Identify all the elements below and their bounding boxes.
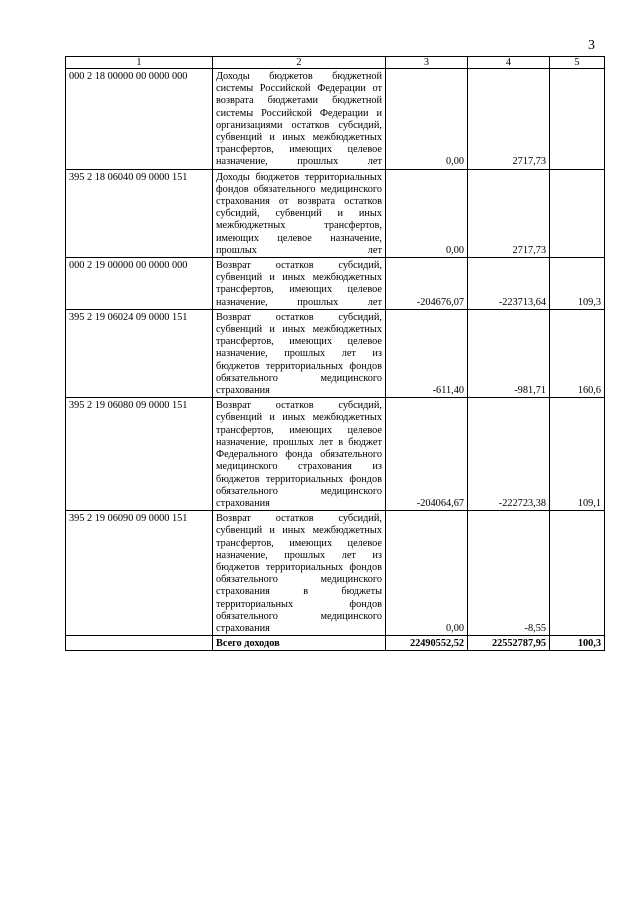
percent-cell: 109,1 <box>550 398 605 511</box>
header-cell-5: 5 <box>550 57 605 69</box>
actual-value-cell: -981,71 <box>468 309 550 397</box>
budget-code-cell: 395 2 19 06024 09 0000 151 <box>66 309 213 397</box>
total-percent: 100,3 <box>550 636 605 651</box>
total-label: Всего доходов <box>213 636 386 651</box>
budget-code-cell: 000 2 18 00000 00 0000 000 <box>66 69 213 170</box>
revenue-name-cell: Доходы бюджетов территориальных фондов обязательного медицинского страхования от возврата остатков субсидий, субвенций и иных межбюджетных трансфертов, имеющих целевое назначение, прошлых лет <box>213 169 386 257</box>
total-actual-value: 22552787,95 <box>468 636 550 651</box>
budget-code-cell: 395 2 19 06090 09 0000 151 <box>66 511 213 636</box>
table-row <box>66 69 605 170</box>
plan-value-cell: 0,00 <box>386 511 468 636</box>
revenue-name-cell: Возврат остатков субсидий, субвенций и иных межбюджетных трансфертов, имеющих целевое назначение, прошлых лет из бюджетов территориальных фондов обязательного медицинского страхования <box>213 309 386 397</box>
revenue-name-cell: Возврат остатков субсидий, субвенций и иных межбюджетных трансфертов, имеющих целевое назначение, прошлых лет в бюджет Федерального фонда обязательного медицинского страхования из бюджетов территориальных фондов обязательного медицинского страхования <box>213 398 386 511</box>
header-cell-1: 1 <box>66 57 213 69</box>
table-row <box>66 258 605 310</box>
total-code-cell <box>66 636 213 651</box>
revenue-name-cell: Доходы бюджетов бюджетной системы Российской Федерации от возврата бюджетами бюджетной системы Российской Федерации и организациями остатков субсидий, субвенций и иных межбюджетных трансфертов, имеющих целевое назначение, прошлых лет <box>213 69 386 170</box>
plan-value-cell: 0,00 <box>386 69 468 170</box>
header-cell-2: 2 <box>213 57 386 69</box>
actual-value-cell: -8,55 <box>468 511 550 636</box>
table-row <box>66 511 605 636</box>
plan-value-cell: -204676,07 <box>386 258 468 310</box>
actual-value-cell: -222723,38 <box>468 398 550 511</box>
budget-code-cell: 395 2 19 06080 09 0000 151 <box>66 398 213 511</box>
percent-cell <box>550 169 605 257</box>
total-row <box>66 636 605 651</box>
revenue-name-cell: Возврат остатков субсидий, субвенций и иных межбюджетных трансфертов, имеющих целевое назначение, прошлых лет из бюджетов территориальных фондов обязательного медицинского страхования в бюджеты территориальных фондов обязательного медицинского страхования <box>213 511 386 636</box>
percent-cell: 109,3 <box>550 258 605 310</box>
actual-value-cell: -223713,64 <box>468 258 550 310</box>
revenue-name-cell: Возврат остатков субсидий, субвенций и иных межбюджетных трансфертов, имеющих целевое назначение, прошлых лет <box>213 258 386 310</box>
page-number: 3 <box>588 38 595 53</box>
revenue-table <box>65 56 605 651</box>
plan-value-cell: 0,00 <box>386 169 468 257</box>
table-row <box>66 309 605 397</box>
total-plan-value: 22490552,52 <box>386 636 468 651</box>
plan-value-cell: -204064,67 <box>386 398 468 511</box>
actual-value-cell: 2717,73 <box>468 69 550 170</box>
percent-cell <box>550 511 605 636</box>
budget-code-cell: 395 2 18 06040 09 0000 151 <box>66 169 213 257</box>
percent-cell <box>550 69 605 170</box>
table-row <box>66 169 605 257</box>
header-cell-4: 4 <box>468 57 550 69</box>
header-row <box>66 57 605 69</box>
budget-code-cell: 000 2 19 00000 00 0000 000 <box>66 258 213 310</box>
table-row <box>66 398 605 511</box>
actual-value-cell: 2717,73 <box>468 169 550 257</box>
header-cell-3: 3 <box>386 57 468 69</box>
percent-cell: 160,6 <box>550 309 605 397</box>
plan-value-cell: -611,40 <box>386 309 468 397</box>
